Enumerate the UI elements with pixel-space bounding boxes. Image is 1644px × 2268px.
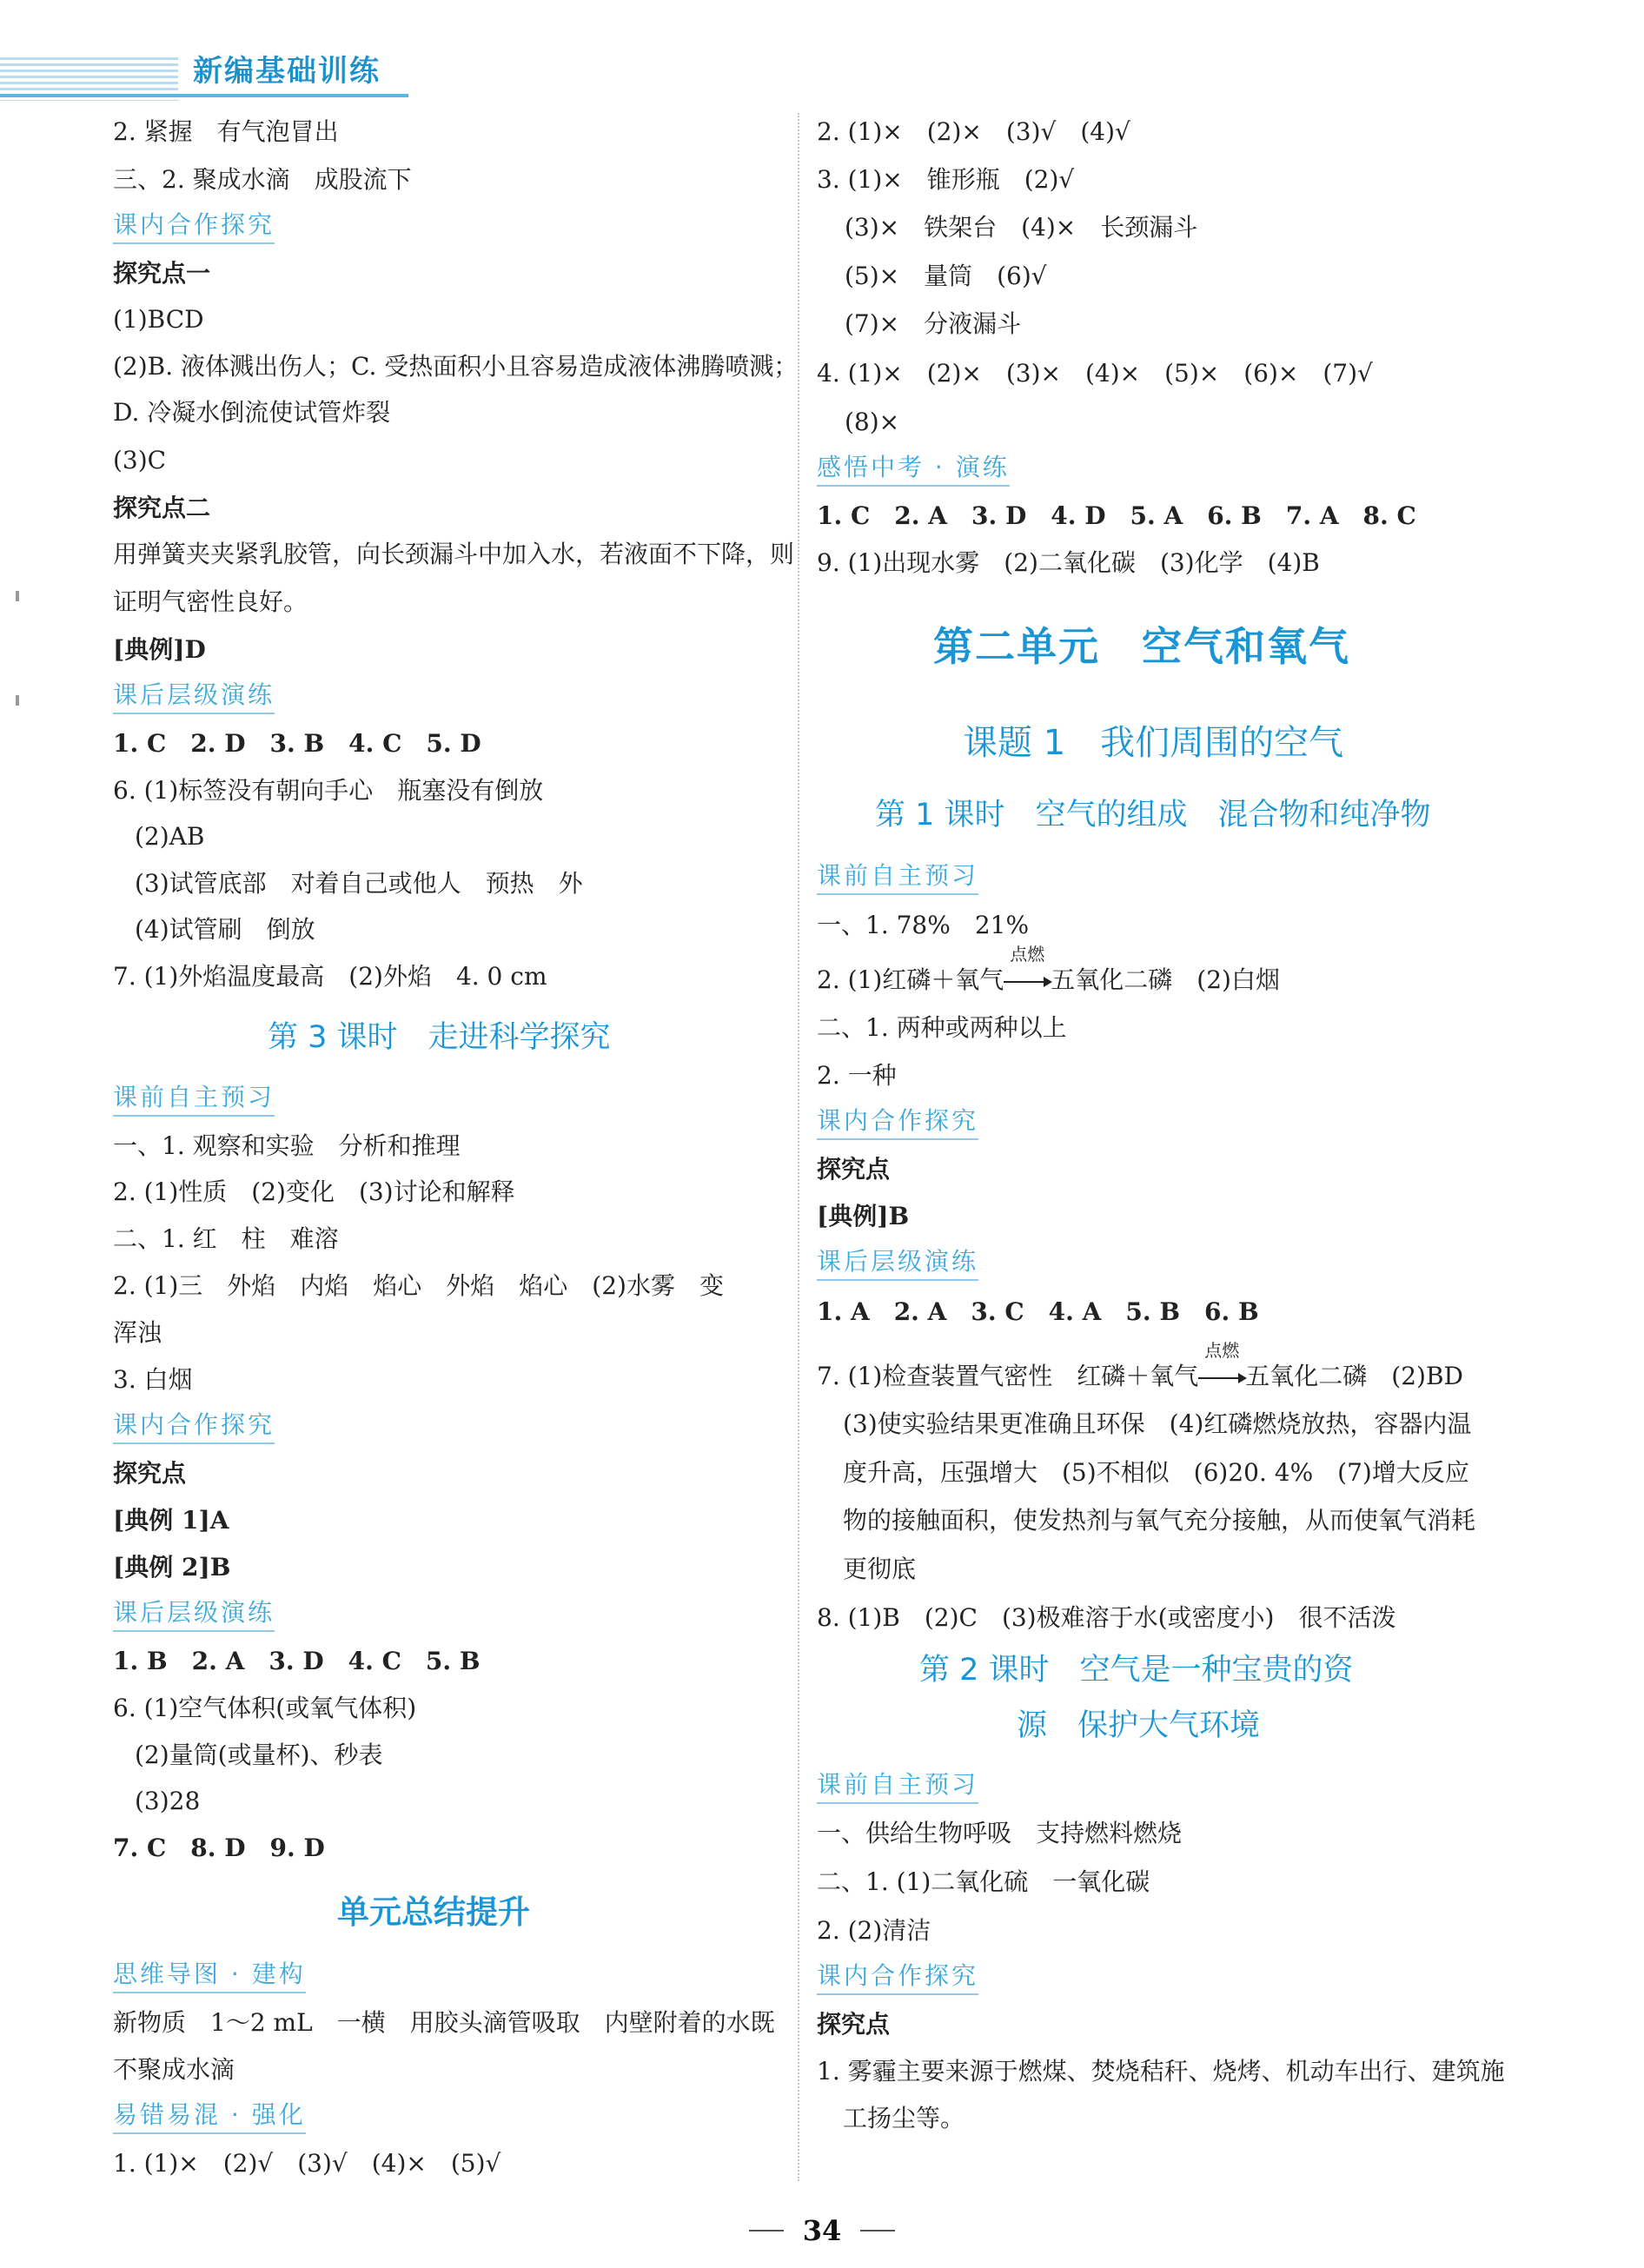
answer-line: 1. C 2. D 3. B 4. C 5. D [113,729,481,758]
answer-line: [典例 1]A [113,1506,229,1535]
answer-line: 6. (1)标签没有朝向手心 瓶塞没有倒放 [113,776,544,805]
answer-line: (2)量筒(或量杯)、秒表 [135,1741,383,1769]
answer-line: 1. C 2. A 3. D 4. D 5. A 6. B 7. A 8. C [817,501,1416,530]
answer-line: 2. (1)× (2)× (3)√ (4)√ [817,117,1130,146]
answer-line: 更彻底 [843,1555,917,1583]
answer-line: 一、1. 78% 21% [817,911,1030,939]
arrow-icon [1004,981,1051,983]
page-footer [0,2214,1644,2247]
answer-line: 1. A 2. A 3. C 4. A 5. B 6. B [817,1297,1259,1326]
sub-heading: 探究点 [817,1155,891,1184]
answer-line: 2. (2)清洁 [817,1916,931,1945]
answer-line: 二、1. 红 柱 难溶 [113,1224,339,1253]
answer-line: 1. (1)× (2)√ (3)√ (4)× (5)√ [113,2149,501,2178]
answer-line: 二、1. (1)二氧化硫 一氧化碳 [817,1867,1150,1896]
lesson-heading: 第 2 课时 空气是一种宝贵的资 [919,1653,1354,1688]
answer-line: (2)AB [135,822,205,851]
margin-mark [16,591,19,601]
answer-line: 2. 一种 [817,1061,897,1090]
answer-line: 4. (1)× (2)× (3)× (4)× (5)× (6)× (7)√ [817,359,1373,388]
equation-reactants: 7. (1)检查装置气密性 红磷＋氧气 [817,1362,1199,1390]
column-divider [798,113,799,2181]
section-label: 易错易混 · 强化 [113,2099,306,2134]
equation-reactants: 2. (1)红磷＋氧气 [817,965,1004,994]
answer-line: (3)C [113,446,167,474]
section-label: 课前自主预习 [113,1082,275,1117]
answer-line: 不聚成水滴 [113,2055,235,2084]
answer-line: (7)× 分液漏斗 [845,309,1022,338]
topic-heading: 课题 1 我们周围的空气 [963,723,1344,763]
answer-line: 2. (1)性质 (2)变化 (3)讨论和解释 [113,1177,515,1206]
reaction-arrow [1198,1340,1245,1392]
header-underline [0,94,408,97]
answer-line: (2)B. 液体溅出伤人；C. 受热面积小且容易造成液体沸腾喷溅； [113,352,799,381]
lesson-heading: 第 3 课时 走进科学探究 [268,1020,611,1055]
answer-line: 8. (1)B (2)C (3)极难溶于水(或密度小) 很不活泼 [817,1603,1396,1632]
answer-line: 2. (1)三 外焰 内焰 焰心 外焰 焰心 (2)水雾 变 [113,1271,724,1300]
section-label: 课内合作探究 [817,1105,978,1140]
answer-line: 6. (1)空气体积(或氧气体积) [113,1694,417,1722]
section-label: 课前自主预习 [817,1769,978,1804]
answer-line: 浑浊 [113,1318,162,1347]
unit-heading: 第二单元 空气和氧气 [933,623,1350,670]
answer-line: 二、1. 两种或两种以上 [817,1013,1067,1042]
margin-mark [16,695,19,706]
answer-line: 7. (1)外焰温度最高 (2)外焰 4. 0 cm [113,962,547,991]
answer-line: 一、供给生物呼吸 支持燃料燃烧 [817,1819,1183,1847]
section-label: 课内合作探究 [817,1960,978,1995]
section-label: 课内合作探究 [113,1409,275,1444]
answer-line: 用弹簧夹夹紧乳胶管，向长颈漏斗中加入水，若液面不下降，则 [113,540,795,568]
answer-line: D. 冷凝水倒流使试管炸裂 [113,398,391,427]
section-label: 思维导图 · 建构 [113,1959,306,1993]
answer-line: (1)BCD [113,305,204,334]
answer-line: [典例 2]B [113,1553,231,1582]
answer-line: 7. C 8. D 9. D [113,1834,325,1862]
footer-dash [860,2230,895,2232]
sub-heading: 探究点 [817,2010,891,2039]
answer-line: 一、1. 观察和实验 分析和推理 [113,1131,461,1160]
answer-line: (3)28 [135,1787,201,1815]
sub-heading: 探究点二 [113,494,211,522]
answer-line: (3)试管底部 对着自己或他人 预热 外 [135,869,583,898]
section-label: 课后层级演练 [113,680,275,714]
section-label: 课后层级演练 [817,1246,978,1281]
answer-line: (8)× [845,408,900,436]
reaction-condition: 点燃 [1204,1340,1240,1361]
answer-line: (3)使实验结果更准确且环保 (4)红磷燃烧放热，容器内温 [843,1409,1472,1438]
answer-line: 3. 白烟 [113,1365,193,1394]
page-header [0,42,1644,111]
answer-line: (4)试管刷 倒放 [135,915,315,944]
page-number: 34 [802,2214,842,2247]
footer-dash [749,2230,784,2232]
answer-line: [典例]B [817,1202,910,1230]
sub-heading: 探究点 [113,1459,187,1488]
answer-line: 新物质 1～2 mL 一横 用胶头滴管吸取 内壁附着的水既 [113,2008,775,2037]
answer-line: (5)× 量筒 (6)√ [845,262,1047,290]
reaction-condition: 点燃 [1010,944,1045,965]
section-label: 课后层级演练 [113,1597,275,1632]
section-label: 课内合作探究 [113,209,275,244]
answer-line: 物的接触面积，使发热剂与氧气充分接触，从而使氧气消耗 [843,1506,1476,1535]
lesson-heading: 源 保护大气环境 [1017,1708,1261,1743]
sub-heading: 探究点一 [113,259,211,288]
equation-products: 五氧化二磷 (2)白烟 [1051,965,1280,994]
section-label: 感悟中考 · 演练 [817,452,1010,487]
answer-line: 证明气密性良好。 [113,587,308,616]
answer-line: 9. (1)出现水雾 (2)二氧化碳 (3)化学 (4)B [817,548,1320,577]
section-label: 课前自主预习 [817,860,978,895]
lesson-heading: 第 1 课时 空气的组成 混合物和纯净物 [875,798,1431,832]
answer-line: 三、2. 聚成水滴 成股流下 [113,165,412,194]
equation-line [817,1340,1463,1392]
answer-line: 1. B 2. A 3. D 4. C 5. B [113,1647,481,1675]
arrow-icon [1198,1377,1245,1379]
reaction-arrow [1004,944,1051,996]
answer-line: 2. 紧握 有气泡冒出 [113,117,339,146]
answer-line: 度升高，压强增大 (5)不相似 (6)20. 4% (7)增大反应 [843,1458,1469,1487]
equation-products: 五氧化二磷 (2)BD [1245,1362,1463,1390]
unit-summary-heading: 单元总结提升 [337,1893,530,1931]
equation-line [817,944,1280,996]
answer-line: 工扬尘等。 [843,2104,965,2132]
answer-line: [典例]D [113,635,206,664]
answer-line: 3. (1)× 锥形瓶 (2)√ [817,165,1075,194]
answer-line: (3)× 铁架台 (4)× 长颈漏斗 [845,213,1198,242]
answer-line: 1. 雾霾主要来源于燃煤、焚烧秸秆、烧烤、机动车出行、建筑施 [817,2057,1505,2086]
book-title: 新编基础训练 [193,54,381,89]
